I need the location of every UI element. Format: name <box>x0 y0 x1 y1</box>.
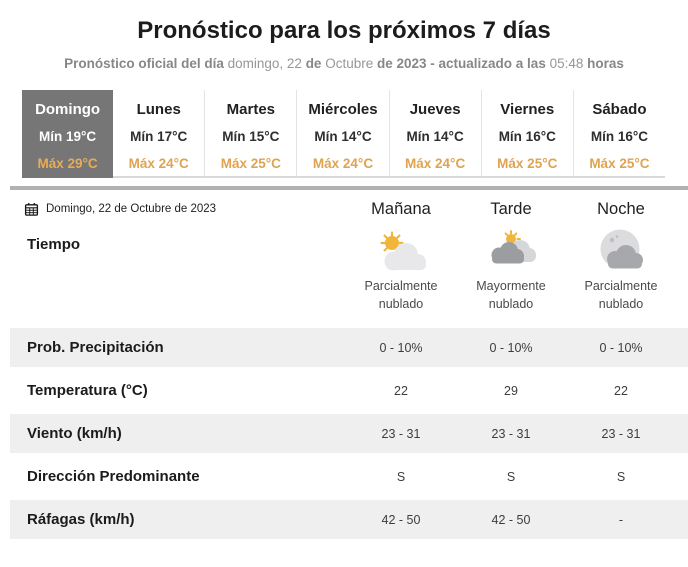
row-viento <box>10 414 688 453</box>
day-tab-martes[interactable] <box>204 90 296 178</box>
min-temp: Mín 17°C <box>130 129 188 144</box>
max-temp: Máx 25°C <box>497 156 558 171</box>
value-manana: 22 <box>394 383 408 398</box>
value-tarde: S <box>506 469 516 484</box>
value-tarde: 29 <box>504 383 518 398</box>
value-noche: - <box>618 512 624 527</box>
weather-caption: Parcialmente nublado <box>364 279 438 312</box>
max-temp: Máx 29°C <box>37 156 98 171</box>
row-rafagas <box>10 500 688 539</box>
mostly-cloudy-day-icon <box>483 228 539 274</box>
max-temp: Máx 24°C <box>128 156 189 171</box>
subtitle-segment: domingo, 22 <box>227 56 306 71</box>
max-temp: Máx 24°C <box>405 156 466 171</box>
max-temp: Máx 25°C <box>220 156 281 171</box>
row-label: Temperatura (°C) <box>27 382 148 399</box>
subtitle-segment: Pronóstico oficial del día <box>64 56 228 71</box>
value-noche: S <box>616 469 626 484</box>
min-temp: Mín 16°C <box>498 129 556 144</box>
row-label: Ráfagas (km/h) <box>27 511 135 528</box>
divider-bar <box>10 186 688 190</box>
row-direccion-predominante <box>10 453 688 500</box>
period-header-tarde: Tarde <box>490 199 532 218</box>
value-manana: 23 - 31 <box>381 426 421 441</box>
day-name: Viernes <box>500 101 555 118</box>
day-tab-domingo[interactable] <box>22 90 113 178</box>
value-noche: 22 <box>614 383 628 398</box>
max-temp: Máx 24°C <box>312 156 374 171</box>
weather-row-label: Tiempo <box>27 236 81 253</box>
min-temp: Mín 14°C <box>406 129 464 144</box>
row-temperatura <box>10 367 688 414</box>
selected-date <box>10 202 346 217</box>
day-name: Martes <box>226 101 276 118</box>
day-name: Domingo <box>35 101 101 118</box>
day-tab-lunes[interactable] <box>113 90 204 178</box>
row-label: Dirección Predominante <box>27 468 200 485</box>
day-tab-miercoles[interactable] <box>296 90 388 178</box>
subtitle <box>0 56 688 72</box>
day-tabs <box>22 90 665 178</box>
period-header-row <box>10 192 688 226</box>
min-temp: Mín 16°C <box>590 129 648 144</box>
day-tab-viernes[interactable] <box>481 90 573 178</box>
subtitle-segment: de 2023 <box>376 56 431 71</box>
value-manana: S <box>396 469 406 484</box>
weather-manana <box>346 226 456 313</box>
subtitle-segment: de <box>305 56 326 71</box>
value-manana: 42 - 50 <box>381 512 421 527</box>
value-noche: 0 - 10% <box>599 340 643 355</box>
min-temp: Mín 19°C <box>38 129 97 144</box>
weather-caption: Parcialmente nublado <box>584 279 658 312</box>
subtitle-segment: Octubre <box>325 56 377 71</box>
row-label: Prob. Precipitación <box>27 339 164 356</box>
period-header-manana: Mañana <box>371 199 431 218</box>
value-tarde: 42 - 50 <box>491 512 531 527</box>
value-tarde: 23 - 31 <box>491 426 531 441</box>
weather-caption: Mayormente nublado <box>476 279 546 312</box>
weather-noche <box>566 226 676 313</box>
subtitle-segment: horas <box>587 56 624 71</box>
partly-cloudy-day-icon <box>373 228 429 274</box>
calendar-icon <box>24 202 39 217</box>
partly-cloudy-night-icon <box>593 228 649 274</box>
min-temp: Mín 14°C <box>314 129 372 144</box>
value-tarde: 0 - 10% <box>489 340 533 355</box>
row-prob-precipitacion <box>10 328 688 367</box>
day-tab-jueves[interactable] <box>389 90 481 178</box>
period-header-noche: Noche <box>597 199 645 218</box>
day-name: Miércoles <box>308 101 378 118</box>
day-name: Sábado <box>592 101 647 118</box>
min-temp: Mín 15°C <box>222 129 280 144</box>
selected-date-label: Domingo, 22 de Octubre de 2023 <box>46 203 217 215</box>
subtitle-segment: 05:48 <box>549 56 588 71</box>
day-name: Lunes <box>136 101 181 118</box>
value-manana: 0 - 10% <box>379 340 423 355</box>
page-title: Pronóstico para los próximos 7 días <box>137 17 551 44</box>
row-label: Viento (km/h) <box>27 425 122 442</box>
max-temp: Máx 25°C <box>589 156 650 171</box>
value-noche: 23 - 31 <box>601 426 641 441</box>
subtitle-segment: - actualizado a las <box>430 56 550 71</box>
weather-tarde <box>456 226 566 313</box>
weather-row <box>10 226 688 328</box>
day-tab-sabado[interactable] <box>573 90 665 178</box>
day-name: Jueves <box>409 101 461 118</box>
